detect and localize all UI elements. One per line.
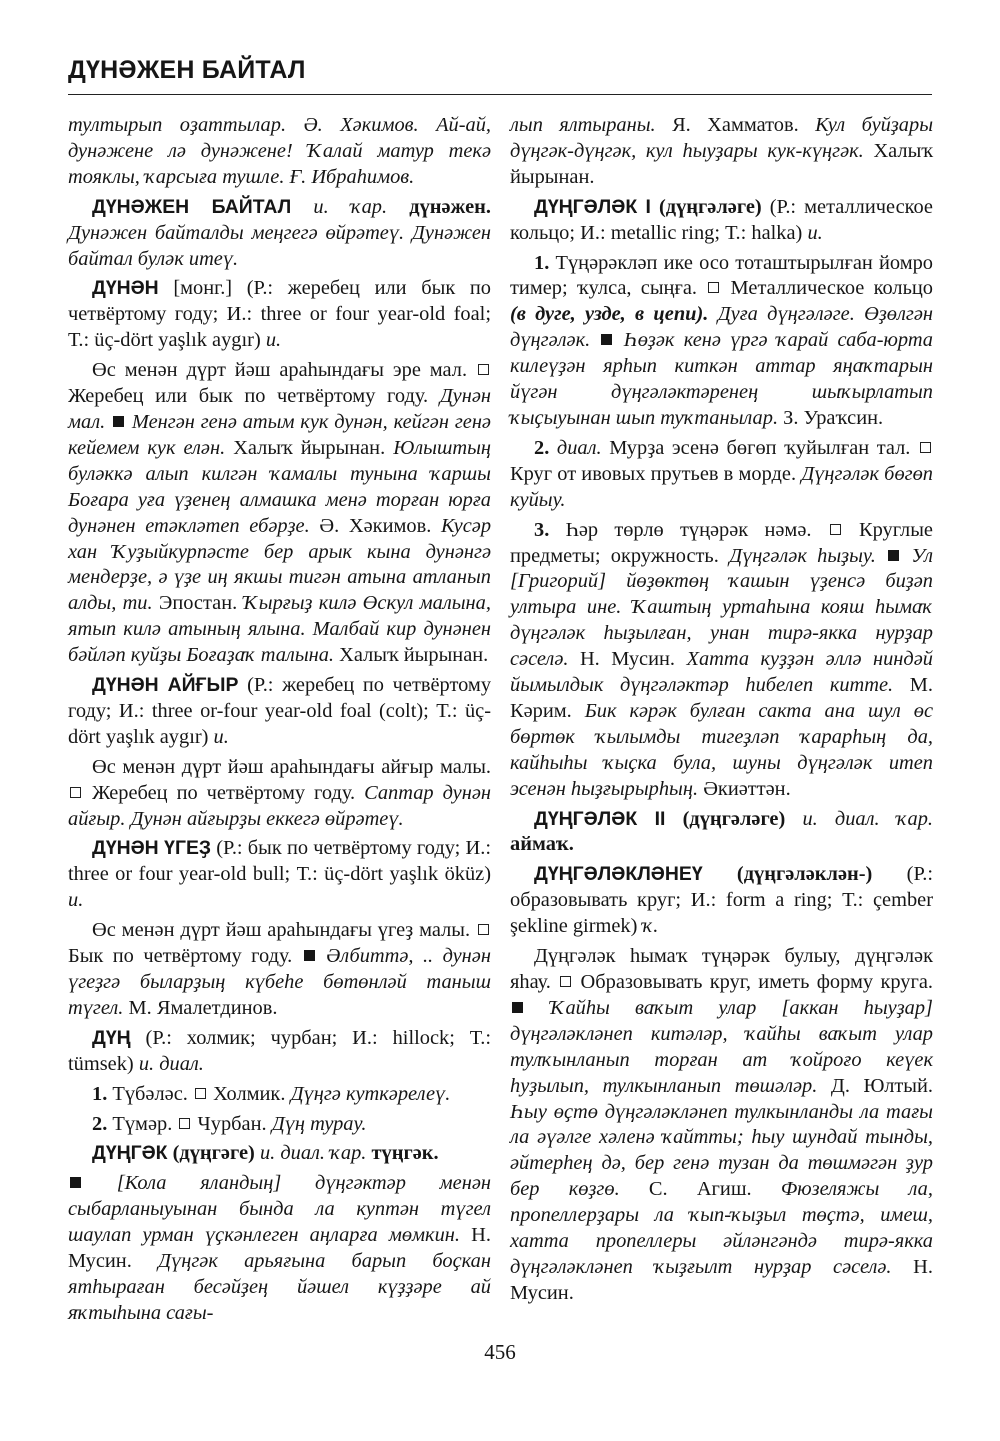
headword: ДҮНӘН [92,277,159,300]
entry-continuation: лып ялтыраны. Я. Хамматов. Кул буйҙары дүңгәк-дүңгәк, кул һыуҙары кук-күңгәк. Халыҡ йырынан. [510,114,934,188]
square-icon [179,1118,190,1129]
entry-dungalaklaneu-body: Дүңгәләк һымаҡ түңәрәк булыу, дүңгәләк яһау. Образовывать круг, иметь форму круга. Ҡайһы ваҡыт улар [аккан һыуҙар] дүңгәләкләнеп китәләр, ҡайһы ваҡыт улар тулҡынланып торған ат ҡойроғо кеүек һуҙылып, тулкынланып төшәләр. Д. Юлтый. Һыу өҫтө дүңгәләкләнеп тулкынланды ла тағы ла әүәлге хәленә ҡайтты; һыу шундай тынды, әйтерһең дә, бер генә тузан да төшмәгән ҙур бер көҙгө. С. Агиш. Фюзеляжы ла, пропеллерҙары ла ҡып-ҡыҙыл төҫтә, имеш, хатта пропеллеры әйләнгәндә тирә-якка дүңгәләкләнеп ҡыҙғылт нурҙар сәселә. Н. Мусин. [510,945,933,1304]
headword: ДҮҢ [92,1026,131,1049]
square-icon [70,787,81,798]
black-square-icon [888,550,899,561]
square-icon [920,442,931,453]
headword: ДҮҢГӘЛӘКЛӘНЕҮ [534,863,703,886]
sense-1: 1. Түңәрәкләп ике осо тоташтырылған йомро тимер; ҡулса, сыңға. Металлическое кольцо (в дуге, узде, в цепи). Дуға дүңгәләге. Өҙөлгән дүңгәләк. Һөҙәк кенә үргә ҡарай саба-юрта килеүҙән ярһып киткән аттар яңаҡтарын йүгән дүңгәләктәренең шыҡырлатып ҡыҫыуынан шып туҡтанылар. З. Ураҡсин. [510,251,933,429]
square-icon [830,524,841,535]
entry-dunan: ДҮНӘН [монг.] (Р.: жеребец или бык по четвёртому году; И.: three or four year-old foal; Т.: üç-dört yaşlık aygır) и. [68,277,491,352]
black-square-icon [304,950,315,961]
page-number: 456 [484,1340,516,1364]
entry-dungak: ДҮҢГӘК (дүңгәге) и. диал. ҡар. түңгәк. [92,1142,439,1165]
square-icon [478,924,489,935]
headword: ДҮНӘН ҮГЕҘ [92,837,212,860]
black-square-icon [512,1002,523,1013]
square-icon [478,364,489,375]
black-square-icon [601,334,612,345]
sense-1: 1. Түбәләс. Холмик. Дүңгә куткәрелеү. [92,1082,451,1105]
entry-dun: ДҮҢ (Р.: холмик; чурбан; И.: hillock; Т.: tümsek) и. диал. [68,1026,491,1075]
headword: ДҮНӘН АЙҒЫР [92,674,239,697]
entry-dungalak-2: ДҮҢГӘЛӘК II (дүңгәләге) и. диал. ҡар. аймаҡ. [510,807,933,856]
square-icon [560,976,571,987]
running-head: ДҮНӘЖЕН БАЙТАЛ [68,56,306,84]
entry-dunan-ugez-body: Өс менән дүрт йәш араһындағы үгеҙ малы. Бык по четвёртому году. Әлбиттә, .. дунән үгеҙгә быларҙың күбеһе бөтөнләй таныш түгел. М. Ямалетдинов. [68,919,491,1019]
right-column [510,113,933,1311]
entry-dunan-aigyr-body: Өс менән дүрт йәш араһындағы айғыр малы. Жеребец по четвёртому году. Саптар дунән айғыр. Дунән айғырҙы еккегә өйрәтеү. [68,755,491,830]
square-icon [195,1088,206,1099]
square-icon [708,282,719,293]
entry-dunan-body: Өс менән дүрт йәш араһындағы эре мал. Жеребец или бык по четвёртому году. Дунән мал. Менгән генә атым кук дунән, кейгән генә кейемем кук елән. Халыҡ йырынан. Юлыштың буләккә алып килгән ҡамалы тунына ҡаршы Боғара уға үҙенең алмашка менә торған юрға дунәнен етәкләтеп ебәрҙе. Ә. Хәкимов. Кусәр хан Ҡуҙыйкурпәсте бер арык кына дунәнгә мендерҙе, ә үҙе иң якшы тигән атына атланып алды, ти. Эпостан. Ҡырғыҙ килә Өскул малына, ятып килә атының ялына. Малбай кир дунәнен бәйләп куйҙы Боғаҙаҡ талына. Халыҡ йырынан. [68,359,492,667]
entry-dunan-ugez: ДҮНӘН ҮГЕҘ (Р.: бык по четвёртому году; И.: three or four year-old bull; Т.: üç-dört yaşlık öküz) и. [68,837,491,912]
entry-dunajen-baital: ДҮНӘЖЕН БАЙТАЛ и. ҡар. дүнәжен. Дунәжен байталды меңгегә өйрәтеү. Дунәжен байтал буләк итеү. [68,195,491,270]
entry-dungak-body: [Кола яландың] дүңгәктәр менән сыбарланыуынан бында ла куптән түгел шаулап урман үҫкәнлеген аңларға мөмкин. Н. Мусин. Дүңгәк арьяғына барып боҫкан ятһыраған бесәйҙең йәшел күҙҙәре ай яҡтыһына сағы- [68,1172,491,1324]
headword: ДҮҢГӘЛӘК II [534,807,666,830]
black-square-icon [113,416,124,427]
entry-continuation: тултырып оҙаттылар. Ә. Хәкимов. Ай-ай, дунәжене лә дунәжене! Ҡалай матур текә тояклы, ҡарсыға тушле. Ғ. Ибраһимов. [68,114,491,188]
sense-3: 3. Һәр төрлө түңәрәк нәмә. Круглые предметы; окружность. Дүңгәләк һыҙыу. Ул [Григорий] йөҙөктөң ҡашын үҙенсә биҙәп ултыра ине. Ҡаштың уртаһына кояш һымаҡ дүңгәләк һыҙылған, унан тирә-якка нурҙар сәселә. Н. Мусин. Хатта куҙҙән әллә ниндәй йымылдык дүңгәләктәр һибелеп китте. М. Кәрим. Бик кәрәк булған сакта ана шул өс бөртөк ҡылымды тигеҙләп ҡарарһың да, кайһыһы ҡыҫка була, шуны дүңгәләк итеп эсенән һыҙғырырһың. Әкиәттән. [510,518,934,800]
headword: ДҮНӘЖЕН БАЙТАЛ [92,195,292,218]
header-rule [68,94,932,95]
black-square-icon [70,1177,81,1188]
left-column [68,113,491,1331]
entry-dungalaklaneu: ДҮҢГӘЛӘКЛӘНЕҮ (дүңгәләклән-) (Р.: образовывать круг; И.: form a ring; Т.: çember şekline girmek) ҡ. [510,863,933,938]
headword: ДҮҢГӘЛӘК I [534,195,651,218]
sense-2: 2. Түмәр. Чурбан. Дүң тураy. [92,1112,367,1135]
headword: ДҮҢГӘК [92,1142,168,1165]
entry-dunan-aigyr: ДҮНӘН АЙҒЫР (Р.: жеребец по четвёртому году; И.: three or-four year-old foal (colt); Т.: üç-dört yaşlık aygır) и. [68,674,492,748]
sense-2: 2. диал. Мурҙа эсенә бөгөп ҡуйылған тал. Круг от ивовых прутьев в морде. Дүңгәләк бөгөп куйыу. [510,436,933,511]
entry-dungalak-1: ДҮҢГӘЛӘК I (дүңгәләге) (Р.: металлическое кольцо; И.: metallic ring; Т.: halka) и. [510,195,933,244]
